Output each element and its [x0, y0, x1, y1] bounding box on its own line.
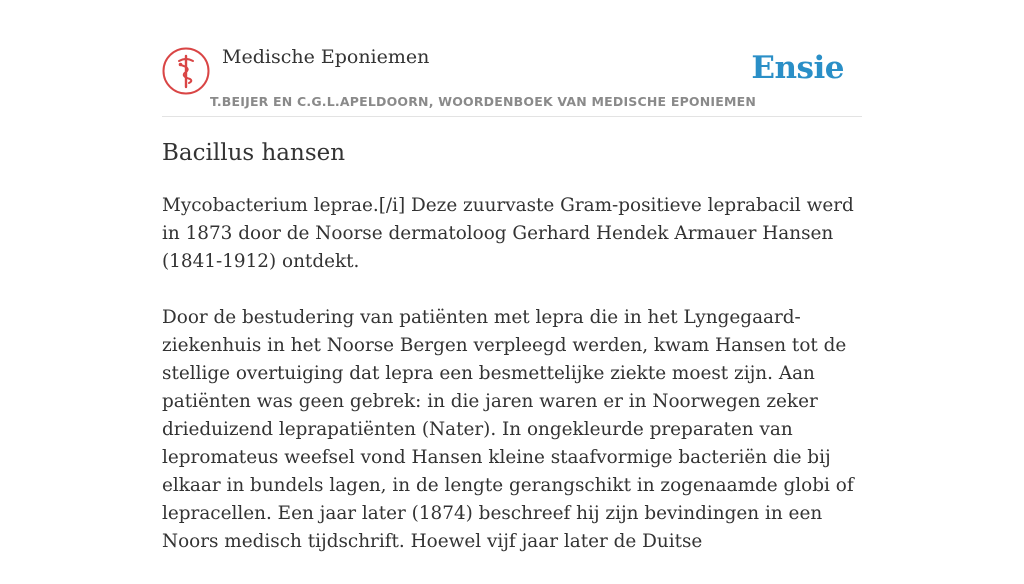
article-title: Bacillus hansen — [162, 140, 346, 166]
publication-title[interactable]: Medische Eponiemen — [222, 46, 430, 68]
publication-header — [162, 44, 862, 117]
article-body — [162, 192, 868, 584]
article-paragraph: Door de bestudering van patiënten met lepra die in het Lyngegaard-ziekenhuis in het Noorse Bergen verpleegd werden, kwam Hansen tot de stellige overtuiging dat lepra een besmettelijke ziekte moest zijn. Aan patiënten was geen gebrek: in die jaren waren er in Noorwegen zeker drieduizend leprapatiënten (Nater). In ongekleurde preparaten van lepromateus weefsel vond Hansen kleine staafvormige bacteriën die bij elkaar in bundels lagen, in de lengte gerangschikt in zogenaamde globi of lepracellen. Een jaar later (1874) beschreef hij zijn bevindingen in een Noors medisch tijdschrift. Hoewel vijf jaar later de Duitse — [162, 307, 854, 552]
ensie-logo[interactable]: Ensie — [751, 50, 844, 86]
article-paragraph: Mycobacterium leprae.[/i] Deze zuurvaste Gram-positieve leprabacil werd in 1873 door de Noorse dermatoloog Gerhard Hendek Armauer Hansen (1841-1912) ontdekt. — [162, 195, 854, 272]
caduceus-icon[interactable] — [162, 47, 210, 95]
publication-source: T.BEIJER EN C.G.L.APELDOORN, WOORDENBOEK VAN MEDISCHE EPONIEMEN — [210, 94, 757, 109]
